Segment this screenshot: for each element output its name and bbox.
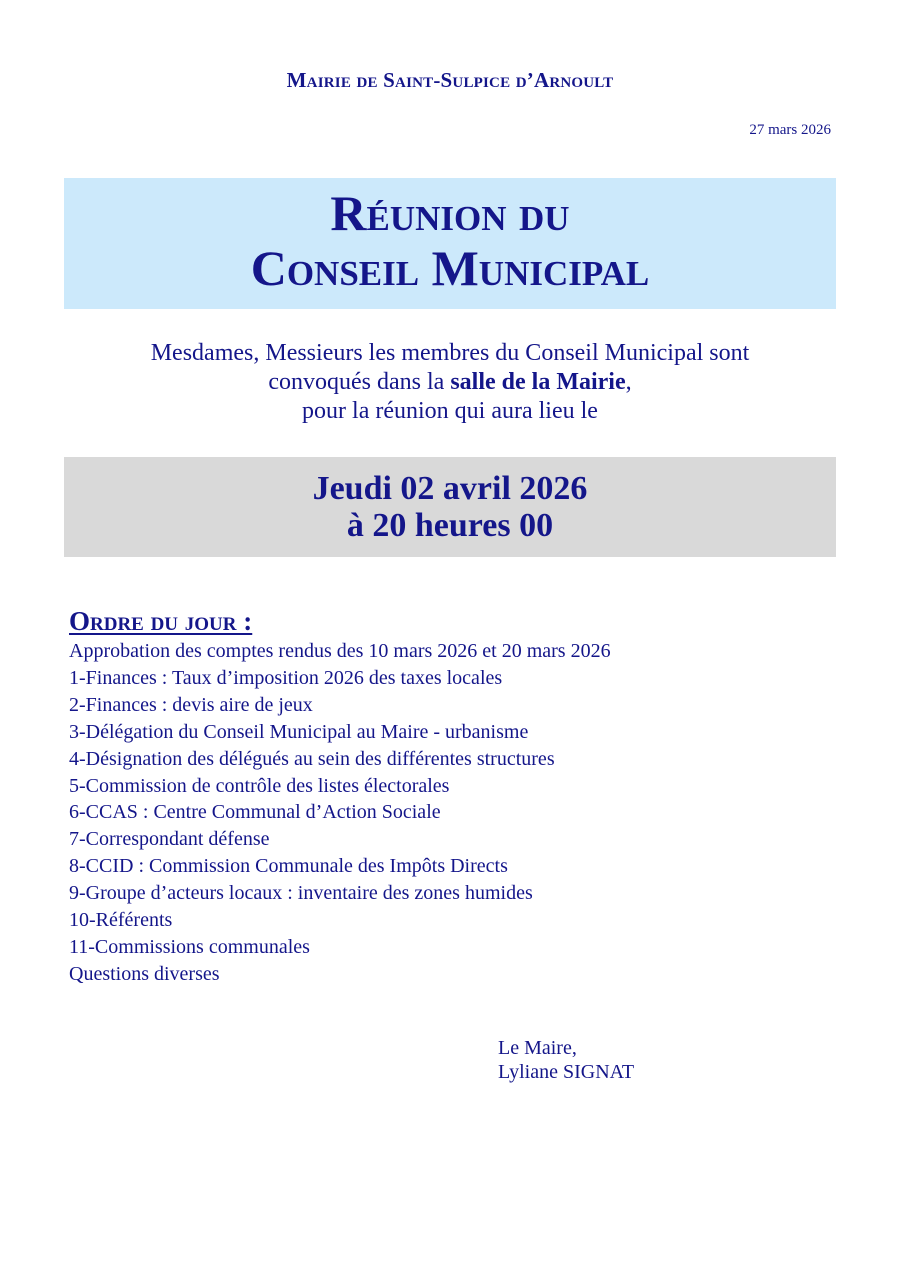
- agenda-item: 8-CCID : Commission Communale des Impôts Directs: [69, 855, 508, 878]
- intro-line-1: Mesdames, Messieurs les membres du Conseil Municipal sont: [150, 340, 750, 366]
- intro-line-3: pour la réunion qui aura lieu le: [302, 398, 598, 424]
- intro-line-2-suffix: ,: [625, 369, 632, 395]
- signature-name: Lyliane SIGNAT: [498, 1061, 635, 1083]
- signature-role: Le Maire,: [498, 1037, 577, 1059]
- agenda-item: 9-Groupe d’acteurs locaux : inventaire des zones humides: [69, 882, 533, 905]
- title-banner: [64, 178, 836, 309]
- intro-line-2-prefix: convoqués dans la: [268, 369, 451, 395]
- meeting-location: salle de la Mairie: [450, 369, 626, 395]
- agenda-item: 1-Finances : Taux d’imposition 2026 des taxes locales: [69, 666, 503, 689]
- title-line-1: Réunion du: [330, 185, 570, 241]
- agenda-item: 7-Correspondant défense: [69, 828, 270, 851]
- intro-line-2: [0, 368, 900, 397]
- mairie-header: Mairie de Saint-Sulpice d’Arnoult: [286, 68, 614, 92]
- agenda-item: 3-Délégation du Conseil Municipal au Maire - urbanisme: [69, 720, 529, 743]
- agenda-item: 4-Désignation des délégués au sein des différentes structures: [69, 747, 555, 770]
- agenda-item: Questions diverses: [69, 962, 220, 985]
- agenda-item: 11-Commissions communales: [69, 935, 310, 958]
- agenda-item: 2-Finances : devis aire de jeux: [69, 693, 313, 716]
- agenda-item: Approbation des comptes rendus des 10 mars 2026 et 20 mars 2026: [69, 640, 611, 662]
- title-line-2: Conseil Municipal: [250, 240, 650, 296]
- meeting-day: Jeudi 02 avril 2026: [312, 470, 588, 507]
- agenda-title: Ordre du jour :: [69, 606, 253, 636]
- agenda-item: 5-Commission de contrôle des listes électorales: [69, 774, 450, 797]
- signature-block: [498, 1036, 634, 1084]
- agenda-item: 6-CCAS : Centre Communal d’Action Sociale: [69, 801, 441, 824]
- agenda-list: [69, 638, 611, 988]
- convocation-text: [0, 339, 900, 426]
- meeting-date-banner: [64, 457, 836, 557]
- document-date: 27 mars 2026: [749, 122, 831, 138]
- agenda-item: 10-Référents: [69, 909, 173, 932]
- meeting-time: à 20 heures 00: [346, 507, 554, 544]
